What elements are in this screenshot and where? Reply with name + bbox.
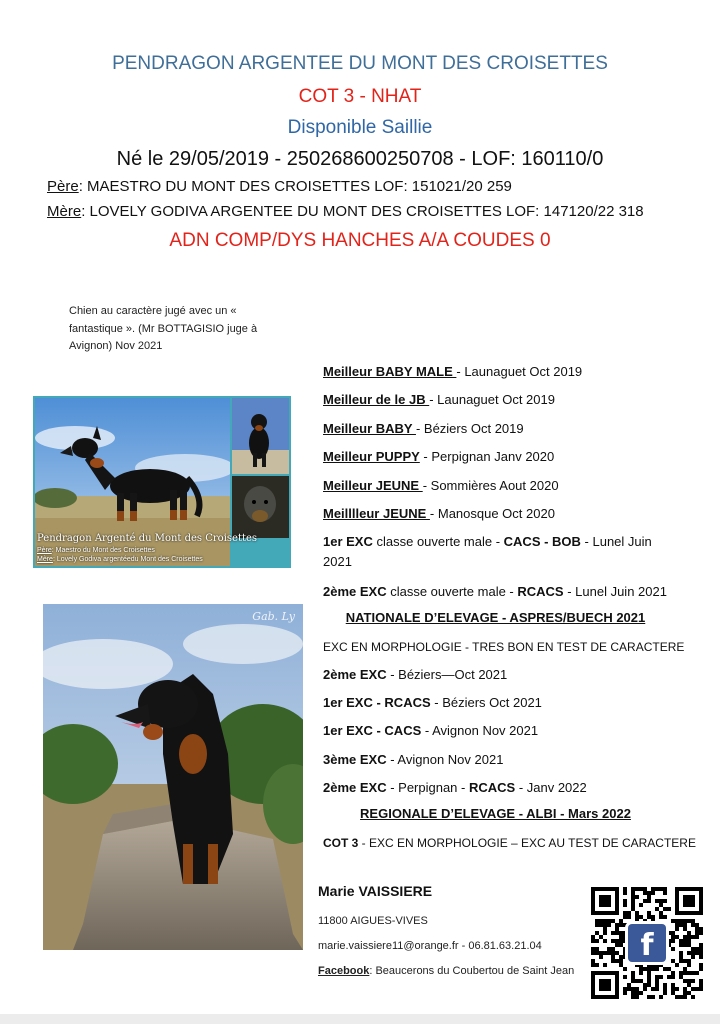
award-item bbox=[323, 693, 668, 712]
thumbnail-dog-head bbox=[232, 476, 289, 538]
dog-photo-montage bbox=[33, 396, 291, 568]
photo-caption-father bbox=[37, 547, 155, 554]
award-detail: - Lunel Juin 2021 bbox=[323, 534, 652, 569]
father-value: : MAESTRO DU MONT DES CROISETTES LOF: 151021/20 259 bbox=[78, 178, 512, 195]
birth-line: Né le 29/05/2019 - 250268600250708 - LOF: 160110/0 bbox=[116, 148, 604, 170]
contact-email-phone: marie.vaissiere11@orange.fr - 06.81.63.21.04 bbox=[318, 940, 542, 952]
award-detail: - Béziers Oct 2019 bbox=[415, 421, 524, 436]
award-item bbox=[323, 504, 668, 523]
award-detail: - Launaguet Oct 2019 bbox=[456, 364, 583, 379]
judge-quote: Chien au caractère jugé avec un « fantastique ». (Mr BOTTAGISIO juge à Avignon) Nov 2021 bbox=[69, 305, 258, 352]
award-item bbox=[323, 476, 668, 495]
award-item bbox=[323, 582, 668, 601]
award-title: 2ème EXC bbox=[323, 667, 387, 682]
award-item bbox=[323, 834, 696, 853]
award-title: RCACS bbox=[517, 584, 564, 599]
photo-caption-mother-text: : Lovely Godiva argentéedu Mont des Croisettes bbox=[52, 556, 203, 563]
mother-line bbox=[47, 203, 644, 220]
mother-label: Mère bbox=[47, 203, 82, 220]
dog-on-rock-photo bbox=[43, 604, 303, 950]
award-item bbox=[323, 665, 668, 684]
award-title: CACS - BOB bbox=[503, 534, 581, 549]
section-heading-nationale: NATIONALE D’ELEVAGE - ASPRES/BUECH 2021 bbox=[345, 610, 646, 625]
award-title: Meilllleur JEUNE bbox=[323, 506, 430, 521]
award-title: RCACS bbox=[468, 780, 516, 795]
award-detail: - Béziers Oct 2021 bbox=[430, 695, 542, 710]
nationale-detail: EXC EN MORPHOLOGIE - TRES BON EN TEST DE CARACTERE bbox=[323, 640, 685, 654]
award-title: COT 3 bbox=[323, 836, 359, 850]
photo-caption-title: Pendragon Argenté du Mont des Croisettes bbox=[37, 533, 258, 544]
thumbnail-dog-standing bbox=[232, 398, 289, 474]
award-item bbox=[323, 532, 668, 572]
cotation-line: COT 3 - NHAT bbox=[298, 86, 422, 107]
health-line: ADN COMP/DYS HANCHES A/A COUDES 0 bbox=[169, 230, 551, 251]
award-item bbox=[323, 721, 668, 740]
award-title: 3ème EXC bbox=[323, 752, 387, 767]
award-title: 1er EXC bbox=[323, 534, 373, 549]
photo-caption-father-label: Père bbox=[37, 547, 52, 554]
facebook-label: Facebook bbox=[318, 965, 370, 977]
award-title: 1er EXC - CACS bbox=[323, 723, 422, 738]
award-detail: - Perpignan Janv 2020 bbox=[419, 449, 555, 464]
photo-caption-mother bbox=[37, 556, 203, 563]
mother-value: : LOVELY GODIVA ARGENTEE DU MONT DES CROISETTES LOF: 147120/22 318 bbox=[81, 203, 644, 220]
award-title: 2ème EXC bbox=[323, 780, 387, 795]
award-item bbox=[323, 778, 668, 797]
photo-caption-mother-label: Mère bbox=[37, 556, 53, 563]
award-item bbox=[323, 390, 668, 409]
award-detail: - Béziers—Oct 2021 bbox=[386, 667, 508, 682]
award-detail: classe ouverte male - bbox=[372, 534, 504, 549]
award-item bbox=[323, 750, 668, 769]
qr-code[interactable] bbox=[591, 887, 703, 999]
award-title: Meilleur PUPPY bbox=[323, 449, 420, 464]
photographer-signature: Gab. Ly bbox=[252, 610, 295, 623]
facebook-icon: f bbox=[628, 924, 666, 962]
award-title: 2ème EXC bbox=[323, 584, 387, 599]
award-title: Meilleur de le JB bbox=[323, 392, 430, 407]
father-label: Père bbox=[47, 178, 79, 195]
section-heading-regionale: REGIONALE D’ELEVAGE - ALBI - Mars 2022 bbox=[360, 806, 631, 821]
award-detail: - Avignon Nov 2021 bbox=[421, 723, 539, 738]
award-detail: - EXC EN MORPHOLOGIE – EXC AU TEST DE CARACTERE bbox=[358, 836, 696, 850]
award-detail: - Janv 2022 bbox=[515, 780, 587, 795]
contact-name: Marie VAISSIERE bbox=[318, 883, 433, 899]
award-detail: classe ouverte male - bbox=[386, 584, 518, 599]
award-detail: - Launaguet Oct 2019 bbox=[429, 392, 555, 407]
award-item bbox=[323, 419, 668, 438]
award-title: 1er EXC - RCACS bbox=[323, 695, 431, 710]
father-line bbox=[47, 178, 512, 195]
dog-name-title: PENDRAGON ARGENTEE DU MONT DES CROISETTES bbox=[112, 53, 608, 74]
award-detail: - Lunel Juin 2021 bbox=[563, 584, 667, 599]
award-item bbox=[323, 362, 668, 381]
contact-facebook bbox=[318, 965, 574, 977]
award-title: Meilleur BABY MALE bbox=[323, 364, 457, 379]
photo-caption-father-text: : Maestro du Mont des Croisettes bbox=[51, 547, 155, 554]
award-detail: - Perpignan - bbox=[386, 780, 469, 795]
award-item bbox=[323, 447, 668, 466]
award-title: Meilleur BABY bbox=[323, 421, 416, 436]
award-detail: - Sommières Aout 2020 bbox=[422, 478, 559, 493]
award-detail: - Avignon Nov 2021 bbox=[386, 752, 504, 767]
award-detail: - Manosque Oct 2020 bbox=[429, 506, 555, 521]
contact-city: 11800 AIGUES-VIVES bbox=[318, 915, 428, 927]
facebook-page-name: : Beaucerons du Coubertou de Saint Jean bbox=[369, 965, 575, 977]
availability-line: Disponible Saillie bbox=[287, 117, 433, 138]
award-title: Meilleur JEUNE bbox=[323, 478, 423, 493]
